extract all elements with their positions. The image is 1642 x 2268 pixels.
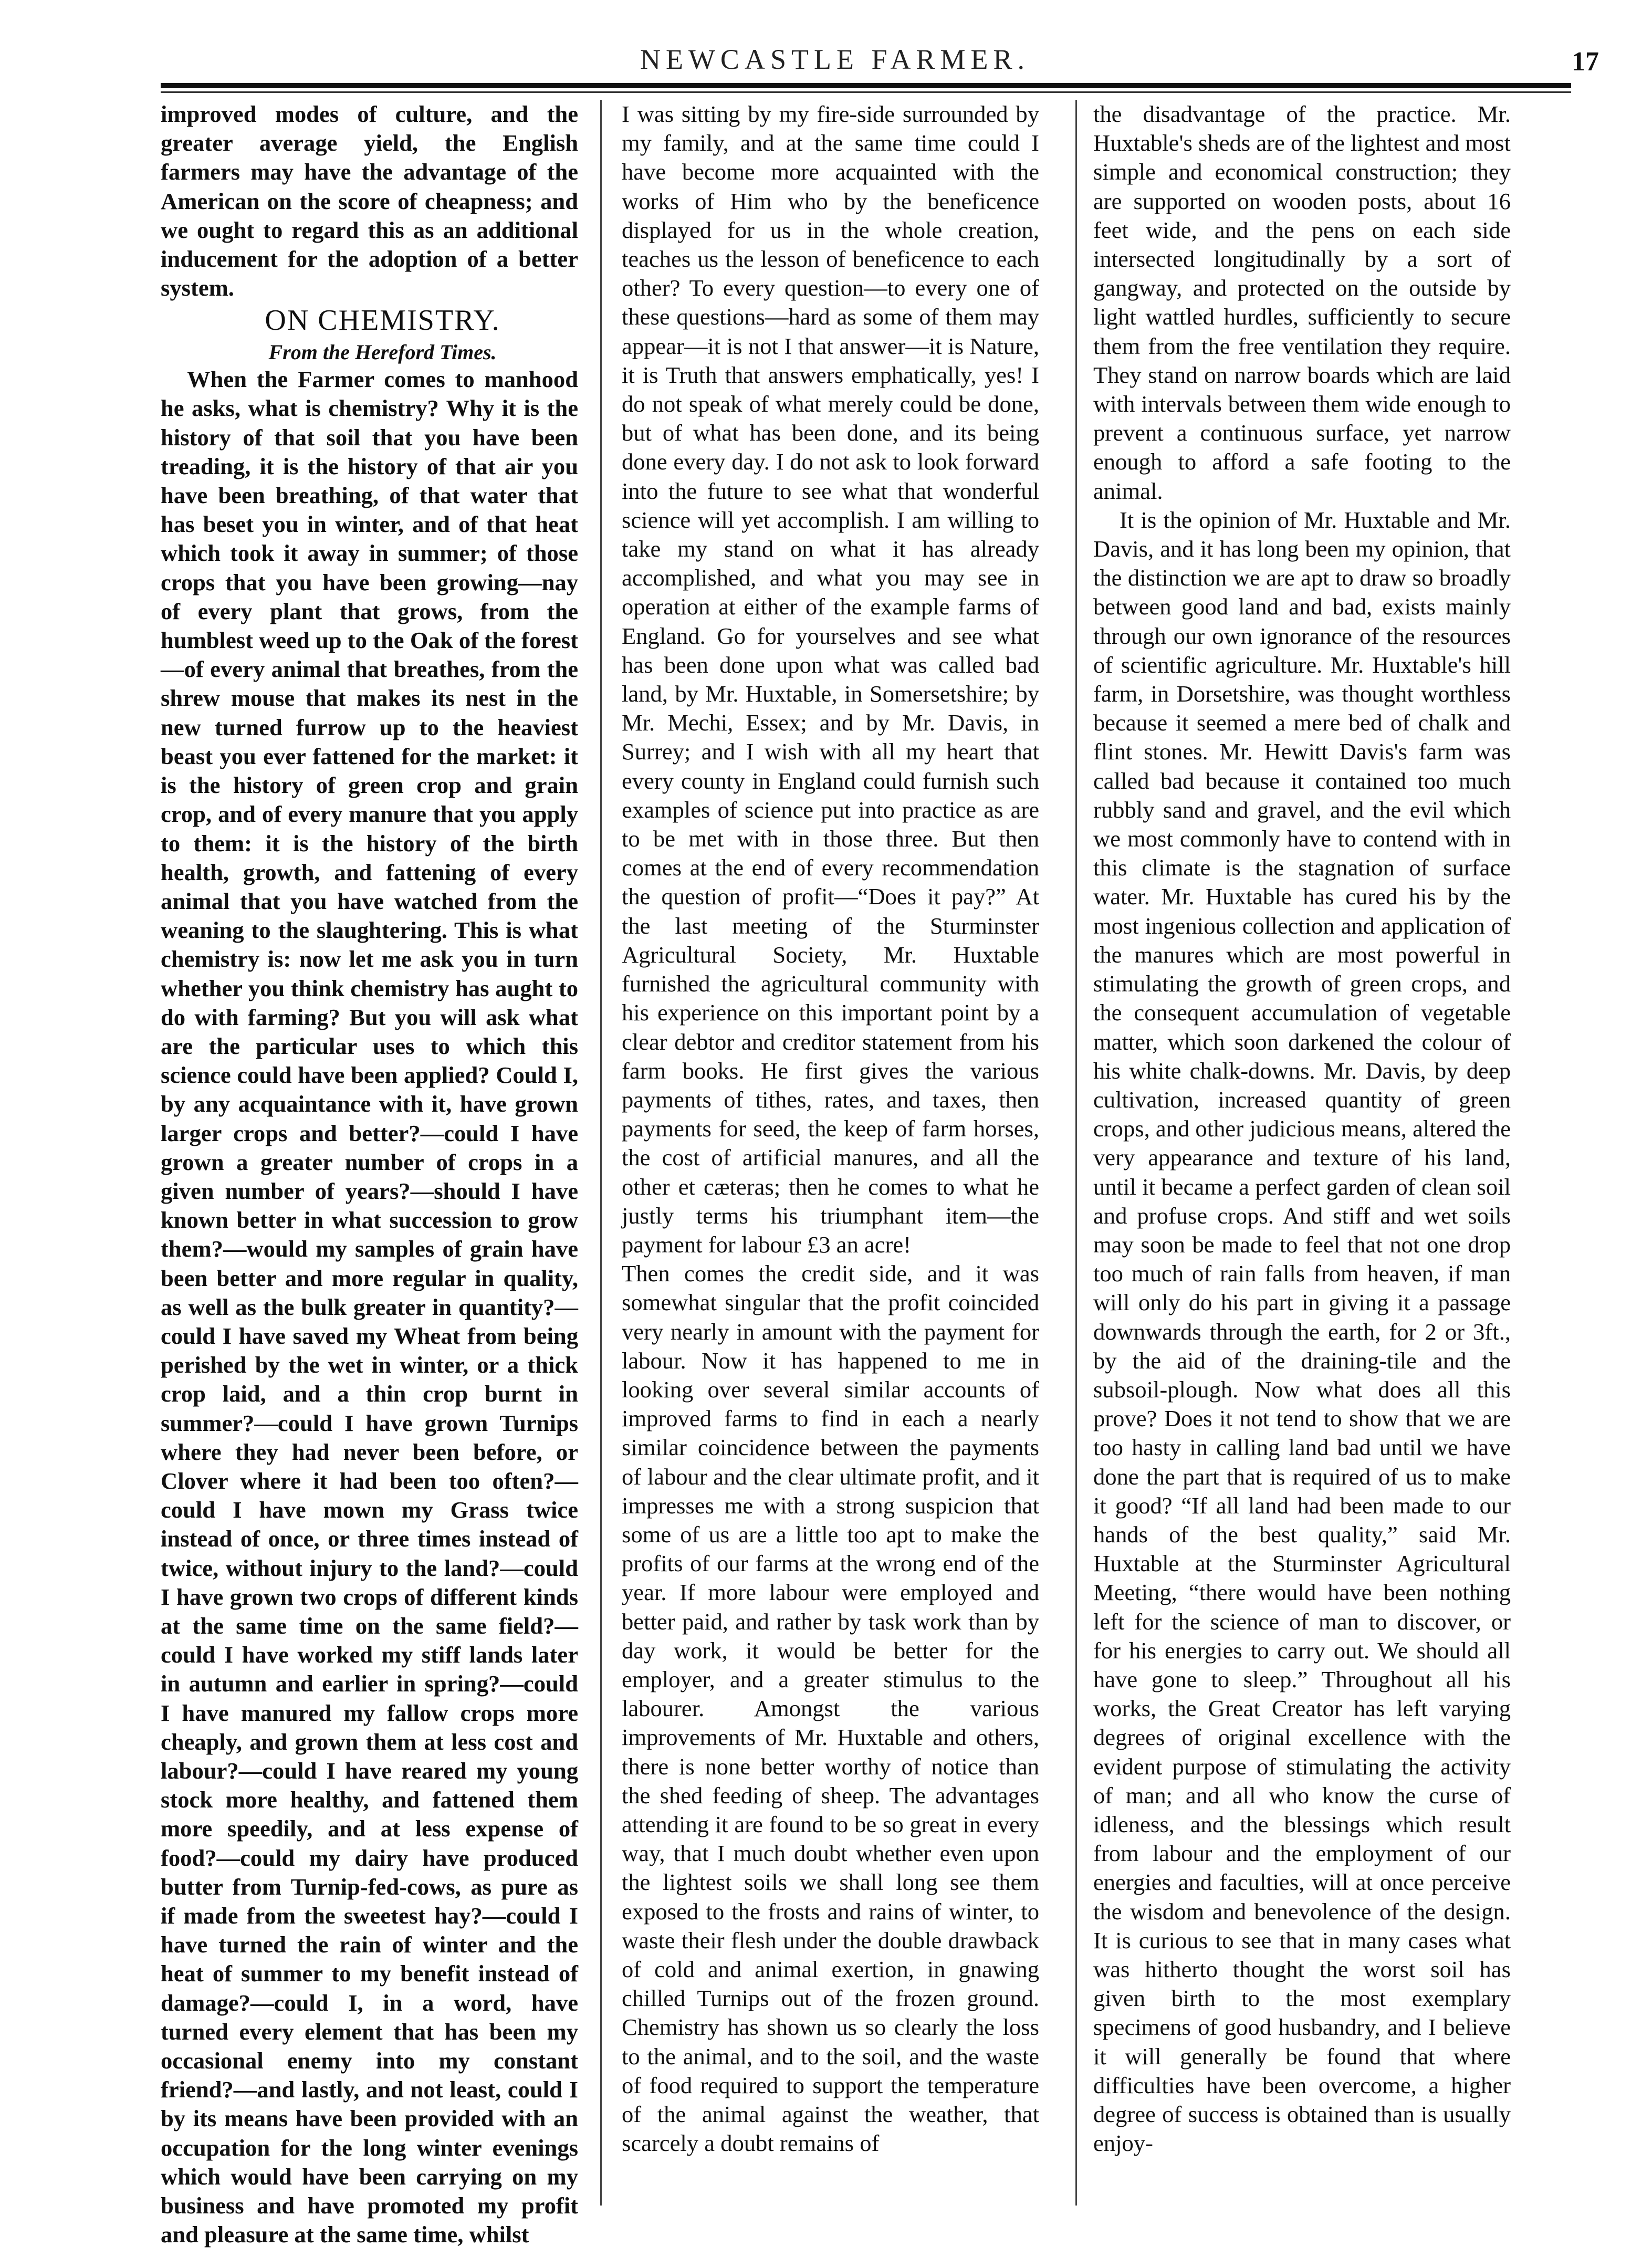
header-rule-thin [161,91,1571,93]
column-divider [1075,100,1077,2206]
column-3 [1093,100,1511,2216]
paragraph: Then comes the credit side, and it was somewhat singular that the profit coincided very nearly in amount with the payment for labour. Now it has happened to me in looking over several similar accounts of improved farms to find in each a nearly similar coincidence between the payments of labour and the clear ultimate profit, and it impresses me with a strong suspicion that some of us are a little too apt to make the profits of our farms at the wrong end of the year. If more labour were employed and better paid, and rather by task work than by day work, it would be better for the employer, and a greater stimulus to the labourer. Amongst the various improvements of Mr. Huxtable and others, there is none better worthy of notice than the shed feeding of sheep. The advantages attending it are found to be so great in every way, that I much doubt whether even upon the lightest soils we shall long see them exposed to the frosts and rains of winter, to waste their flesh under the double drawback of cold and animal exertion, in gnawing chilled Turnips out of the frozen ground. Chemistry has shown us so clearly the loss to the animal, and to the soil, and the waste of food required to support the temperature of the animal against the weather, that scarcely a doubt remains of [622,1260,1039,2157]
column-2 [622,100,1039,2216]
header-rule [161,83,1571,88]
paragraph: improved modes of culture, and the greater average yield, the English farmers may have the advantage of the American on the score of cheapness; and we ought to regard this as an additional inducement for the adoption of a better system. [161,101,578,301]
paragraph: When the Farmer comes to manhood he asks, what is chemistry? Why it is the history of that soil that you have been treading, it is the history of that air you have been breathing, of that water that has beset you in winter, and of that heat which took it away in summer; of those crops that you have been growing—nay of every plant that grows, from the humblest weed up to the Oak of the forest—of every animal that breathes, from the shrew mouse that makes its nest in the new turned furrow up to the heaviest beast you ever fattened for the market: it is the history of green crop and grain crop, and of every manure that you apply to them: it is the history of the birth health, growth, and fattening of every animal that you have watched from the weaning to the slaughtering. This is what chemistry is: now let me ask you in turn whether you think chemistry has aught to do with farming? But you will ask what are the particular uses to which this science could have been applied? Could I, by any acquaintance with it, have grown larger crops and better?—could I have grown a greater number of crops in a given number of years?—should I have known better in what succession to grow them?—would my samples of grain have been better and more regular in quality, as well as the bulk greater in quantity?—could I have saved my Wheat from being perished by the wet in winter, or a thick crop laid, and a thin crop burnt in summer?—could I have grown Turnips where they had never been before, or Clover where it had been too often?—could I have mown my Grass twice instead of once, or three times instead of twice, without injury to the land?—could I have grown two crops of different kinds at the same time on the same field?—could I have worked my stiff lands later in autumn and earlier in spring?—could I have manured my fallow crops more cheaply, and grown them at less cost and labour?—could I have reared my young stock more healthy, and fattened them more speedily, and at less expense of food?—could my dairy have produced butter from Turnip-fed-cows, as pure as if made from the sweetest hay?—could I have turned the rain of winter and the heat of summer to my benefit instead of damage?—could I, in a word, have turned every element that has been my occasional enemy into my constant friend?—and lastly, and not least, could I by its means have been provided with an occupation for the long winter evenings which would have been carrying on my business and have promoted my profit and pleasure at the same time, whilst [161,366,578,2248]
paragraph: I was sitting by my fire-side surrounded by my family, and at the same time could I have become more acquainted with the works of Him who by the beneficence displayed for us in the whole creation, teaches us the lesson of beneficence to each other? To every question—to every one of these questions—hard as some of them may appear—it is not I that answer—it is Nature, it is Truth that answers emphatically, yes! I do not speak of what merely could be done, but of what has been done, and its being done every day. I do not ask to look forward into the future to see what that wonderful science will yet accomplish. I am willing to take my stand on what it has already accomplished, and what you may see in operation at either of the example farms of England. Go for yourselves and see what has been done upon what was called bad land, by Mr. Huxtable, in Somersetshire; by Mr. Mechi, Essex; and by Mr. Davis, in Surrey; and I wish with all my heart that every county in England could furnish such examples of science put into practice as are to be met with in those three. But then comes at the end of every recommendation the question of profit—“Does it pay?” At the last meeting of the Sturminster Agricultural Society, Mr. Huxtable furnished the agricultural community with his experience on this important point by a clear debtor and creditor statement from his farm books. He first gives the various payments of tithes, rates, and taxes, then payments for seed, the keep of farm horses, the cost of artificial manures, and all the other et cæteras; then he comes to what he justly terms his triumphant item—the payment for labour £3 an acre! [622,101,1039,1258]
column-1 [161,100,578,2248]
paragraph: It is the opinion of Mr. Huxtable and Mr. Davis, and it has long been my opinion, that the distinction we are apt to draw so broadly between good land and bad, exists mainly through our own ignorance of the resources of scientific agriculture. Mr. Huxtable's hill farm, in Dorsetshire, was thought worthless because it seemed a mere bed of chalk and flint stones. Mr. Hewitt Davis's farm was called bad because it contained too much rubbly sand and gravel, and the evil which we most commonly have to contend with in this climate is the stagnation of surface water. Mr. Huxtable has cured his by the most ingenious collection and application of the manures which are most powerful in stimulating the growth of green crops, and the consequent accumulation of vegetable matter, which soon darkened the colour of his white chalk-downs. Mr. Davis, by deep cultivation, increased quantity of green crops, and other judicious means, altered the very appearance and texture of his land, until it became a perfect garden of clean soil and profuse crops. And stiff and wet soils may soon be made to feel that not one drop too much of rain falls from heaven, if man will only do his part in giving it a passage downwards through the earth, for 2 or 3ft., by the aid of the draining-tile and the subsoil-plough. Now what does all this prove? Does it not tend to show that we are too hasty in calling land bad until we have done the part that is required of us to make it good? “If all land had been made to our hands of the best quality,” said Mr. Huxtable at the Sturminster Agricultural Meeting, “there would have been nothing left for the science of man to discover, or for his energies to carry out. We should all have gone to sleep.” Throughout all his works, the Great Creator has left varying degrees of original excellence with the evident purpose of stimulating the activity of man; and all who know the curse of idleness, and the blessings which result from labour and the employment of our energies and faculties, will at once perceive the wisdom and benevolence of the design. It is curious to see that in many cases what was hitherto thought the worst soil has given birth to the most exemplary specimens of good husbandry, and I believe it will generally be found that where difficulties have been overcome, a higher degree of success is obtained than is usually enjoy- [1093,506,1511,2157]
article-title: ON CHEMISTRY. [265,304,500,337]
article-source: From the Hereford Times. [268,340,497,364]
column-divider [600,100,602,2206]
page-number: 17 [1572,47,1599,77]
running-title: NEWCASTLE FARMER. [640,44,1030,75]
paragraph: the disadvantage of the practice. Mr. Huxtable's sheds are of the lightest and most simple and economical construction; they are supported on wooden posts, about 16 feet wide, and the pens on each side intersected longitudinally by a sort of gangway, and protected on the outside by light wattled hurdles, sufficiently to secure them from the free ventilation they require. They stand on narrow boards which are laid with intervals between them wide enough to prevent a continuous surface, yet narrow enough to afford a safe footing to the animal. [1093,101,1511,504]
